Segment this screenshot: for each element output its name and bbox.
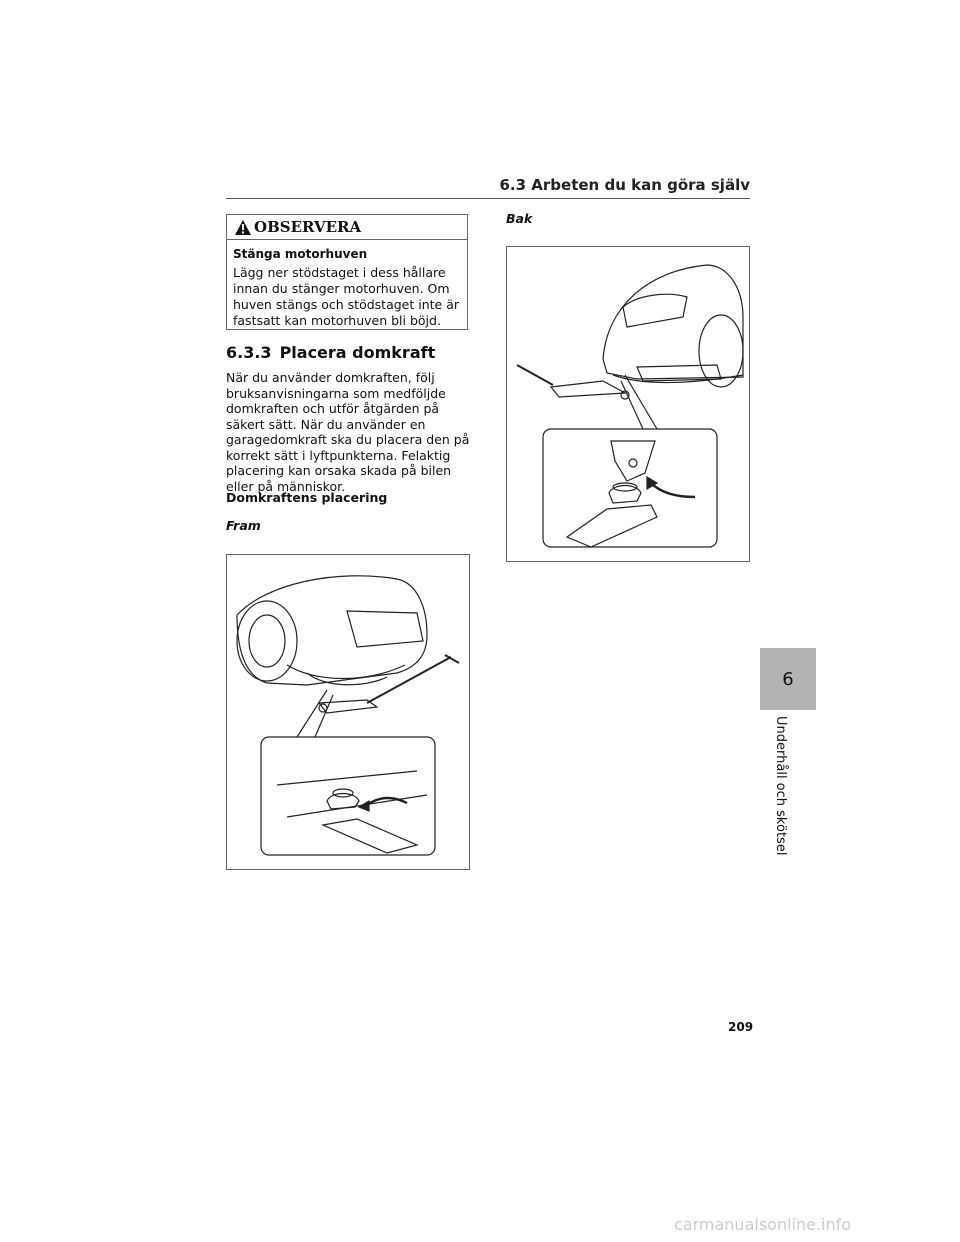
section-number: 6.3.3 [226,343,272,362]
header-title: 6.3 Arbeten du kan göra själv [499,176,750,194]
page-number: 209 [728,1020,754,1034]
section-body: När du använder domkraften, följ bruksanvisningarna som medföljde domkraften och utför åtgärden på säkert sätt. När du använder en garagedomkraft ska du placera den på korrekt sätt i lyftpunkterna. Felaktig placering kan orsaka skada på bilen eller på människor. [226,370,470,494]
chapter-number: 6 [782,668,794,690]
front-jack-illustration [227,555,469,869]
rear-label: Bak [506,211,533,226]
caution-header [227,215,467,240]
footer-watermark: carmanualsonline.info [674,1215,852,1234]
caution-heading: OBSERVERA [254,218,362,236]
front-label: Fram [226,518,261,533]
section-title [226,343,435,362]
caution-body: Lägg ner stödstaget i dess hållare innan du stänger motorhuven. Om huven stängs och stödstaget inte är fastsatt kan motorhuven bli böjd. [233,265,459,328]
chapter-label: Underhåll och skötsel [773,716,788,856]
front-jack-figure [226,554,470,870]
header-rule [226,198,750,199]
caution-subtitle: Stänga motorhuven [233,247,368,261]
warning-triangle-icon [235,220,251,235]
chapter-tab [760,648,816,710]
rear-jack-figure [506,246,750,562]
section-title-text: Placera domkraft [279,343,436,362]
rear-jack-illustration [507,247,749,561]
caution-box [226,214,468,330]
jack-position-heading: Domkraftens placering [226,490,388,505]
